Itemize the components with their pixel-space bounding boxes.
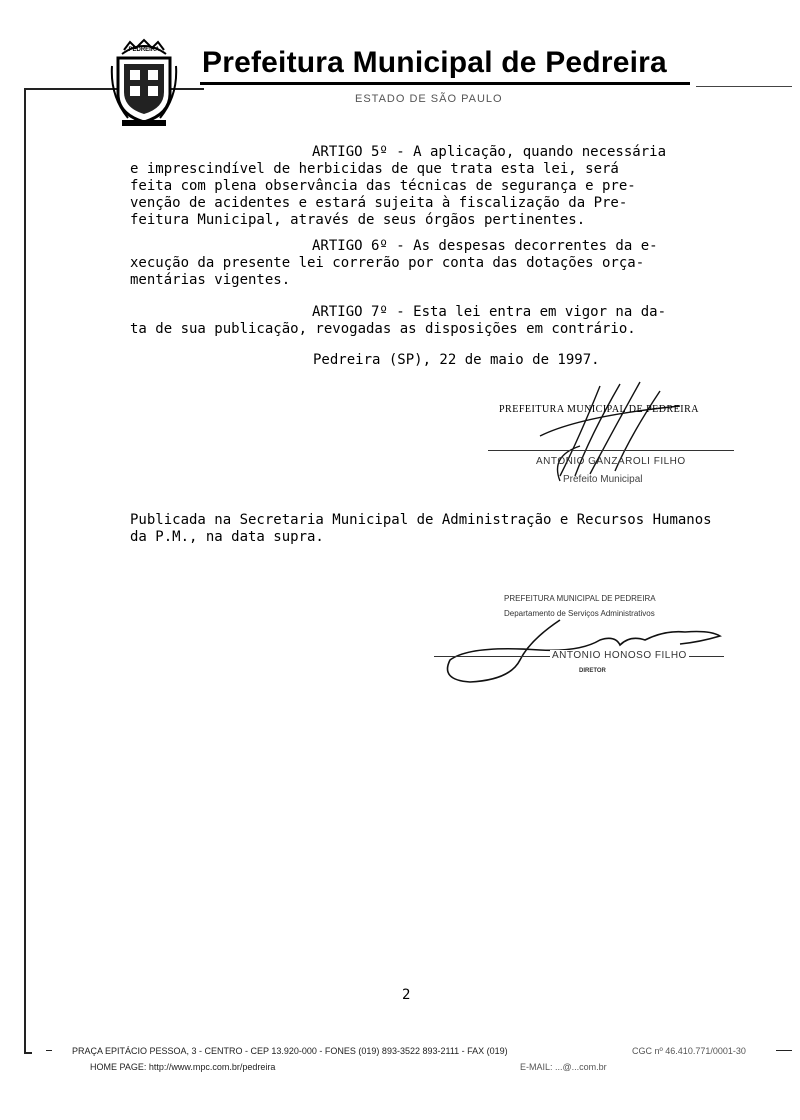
signature1-org: PREFEITURA MUNICIPAL DE PEDREIRA (499, 404, 699, 415)
article-line: mentárias vigentes. (130, 272, 291, 288)
publication-note: Publicada na Secretaria Municipal de Administração e Recursos Humanos da P.M., na data supra. (130, 512, 712, 545)
article-heading: ARTIGO 5º - A aplicação, quando necessária (312, 144, 667, 160)
page-title: Prefeitura Municipal de Pedreira (202, 46, 667, 79)
footer-email: E-MAIL: ...@...com.br (520, 1062, 607, 1072)
crest-label: PEDREIRA (128, 47, 160, 53)
footer-cnpj: CGC nº 46.410.771/0001-30 (632, 1046, 746, 1056)
footer-address: PRAÇA EPITÁCIO PESSOA, 3 - CENTRO - CEP 13.920-000 - FONES (019) 893-3522 893-2111 - FAX (019) (72, 1046, 508, 1056)
article-line: feitura Municipal, através de seus órgãos pertinentes. (130, 212, 586, 228)
header-rule (200, 82, 690, 85)
article-line: xecução da presente lei correrão por conta das dotações orça- (130, 255, 645, 271)
article-heading: ARTIGO 6º - As despesas decorrentes da e- (312, 238, 658, 254)
article-line: feita com plena observância das técnicas de segurança e pre- (130, 178, 636, 194)
header-subtitle: ESTADO DE SÃO PAULO (355, 93, 503, 105)
signature1-title: Prefeito Municipal (563, 474, 643, 485)
signature2-org: PREFEITURA MUNICIPAL DE PEDREIRA (504, 594, 656, 603)
frame-border-bottom (24, 1052, 32, 1054)
date-line: Pedreira (SP), 22 de maio de 1997. (313, 352, 600, 368)
signature1-line (488, 450, 734, 451)
footer-homepage: HOME PAGE: http://www.mpc.com.br/pedreira (90, 1062, 276, 1072)
article-heading: ARTIGO 7º - Esta lei entra em vigor na da- (312, 304, 667, 320)
footer-dash (46, 1050, 52, 1051)
article-7 (130, 304, 716, 338)
frame-border-right-tick (696, 86, 792, 87)
frame-border-left (24, 88, 26, 1053)
article-line: venção de acidentes e estará sujeita à fiscalização da Pre- (130, 195, 628, 211)
mayor-signature-icon (520, 376, 700, 486)
article-5 (130, 144, 716, 229)
page-number: 2 (402, 987, 411, 1003)
signature2-dept: Departamento de Serviços Administrativos (504, 609, 655, 618)
article-line: e imprescindível de herbicidas de que trata esta lei, será (130, 161, 619, 177)
signature1-name: ANTONIO GANZAROLI FILHO (536, 456, 686, 467)
article-line: ta de sua publicação, revogadas as disposições em contrário. (130, 321, 636, 337)
frame-border-right-end (776, 1050, 792, 1051)
signature2-title: DIRETOR (579, 668, 606, 674)
municipal-crest-icon (108, 36, 180, 132)
signature2-name: ANTONIO HONOSO FILHO (552, 650, 687, 661)
article-6 (130, 238, 716, 289)
